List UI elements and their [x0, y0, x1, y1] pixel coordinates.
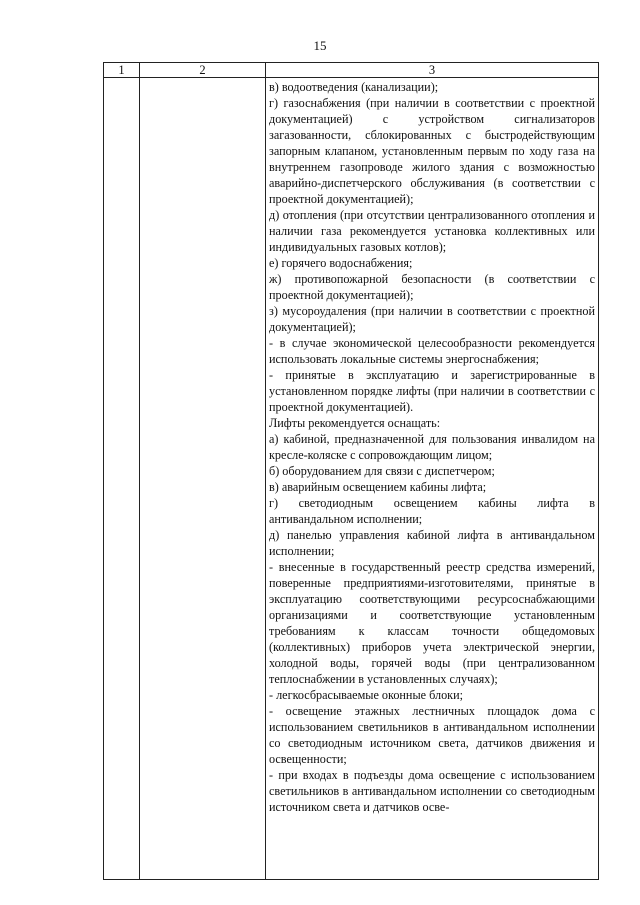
paragraph: в) аварийным освещением кабины лифта; [269, 480, 487, 494]
paragraph: Лифты рекомендуется оснащать: [269, 416, 441, 430]
table-cell-col1 [104, 78, 140, 880]
paragraph: - легкосбрасываемые оконные блоки; [269, 688, 464, 702]
table-cell-col2 [140, 78, 266, 880]
page-number: 15 [313, 38, 327, 53]
paragraph: - внесенные в государственный реестр средства измерений, поверенные предприятиями-изготовителями, принятые в эксплуатацию соответствующими ресурсоснабжающими организациями и соответствующие установленным требованиям к классам точности общедомовых (коллективных) приборов учета электрической энергии, холодной воды, горячей воды (при централизованном теплоснабжении в установленных случаях); [269, 560, 595, 686]
paragraph: з) мусороудаления (при наличии в соответствии с проектной документацией); [269, 304, 595, 334]
paragraph: - освещение этажных лестничных площадок дома с использованием светильников в антивандальном исполнении со светодиодным источником света, датчиков движения и освещенности; [269, 704, 595, 766]
column-header-1: 1 [104, 63, 140, 78]
paragraph: д) панелью управления кабиной лифта в антивандальном исполнении; [269, 528, 595, 558]
paragraph: б) оборудованием для связи с диспетчером; [269, 464, 495, 478]
requirements-table [103, 62, 599, 880]
table-cell-col3 [266, 78, 599, 880]
paragraph: - в случае экономической целесообразности рекомендуется использовать локальные системы энергоснабжения; [269, 336, 595, 366]
column-header-2: 2 [140, 63, 266, 78]
table-row [104, 78, 599, 880]
paragraph: е) горячего водоснабжения; [269, 256, 413, 270]
paragraph: - при входах в подъезды дома освещение с использованием светильников в антивандальном исполнении со светодиодным источником света и датчиков осве- [269, 768, 595, 814]
paragraph: - принятые в эксплуатацию и зарегистрированные в установленном порядке лифты (при наличии в соответствии с проектной документацией). [269, 368, 595, 414]
table-header-row [104, 63, 599, 78]
paragraph: в) водоотведения (канализации); [269, 80, 439, 94]
paragraph: ж) противопожарной безопасности (в соответствии с проектной документацией); [269, 272, 595, 302]
paragraph: а) кабиной, предназначенной для пользования инвалидом на кресле-коляске с сопровождающим лицом; [269, 432, 595, 462]
paragraph: г) газоснабжения (при наличии в соответствии с проектной документацией) с устройством сигнализаторов загазованности, сблокированных с быстродействующим запорным клапаном, установленным первым по ходу газа на внутреннем газопроводе жилого здания с возможностью аварийно-диспетчерского обслуживания (в соответствии с проектной документацией); [269, 96, 595, 206]
column-header-3: 3 [266, 63, 599, 78]
paragraph: г) светодиодным освещением кабины лифта в антивандальном исполнении; [269, 496, 595, 526]
paragraph: д) отопления (при отсутствии централизованного отопления и наличии газа рекомендуется установка коллективных или индивидуальных газовых котлов); [269, 208, 595, 254]
